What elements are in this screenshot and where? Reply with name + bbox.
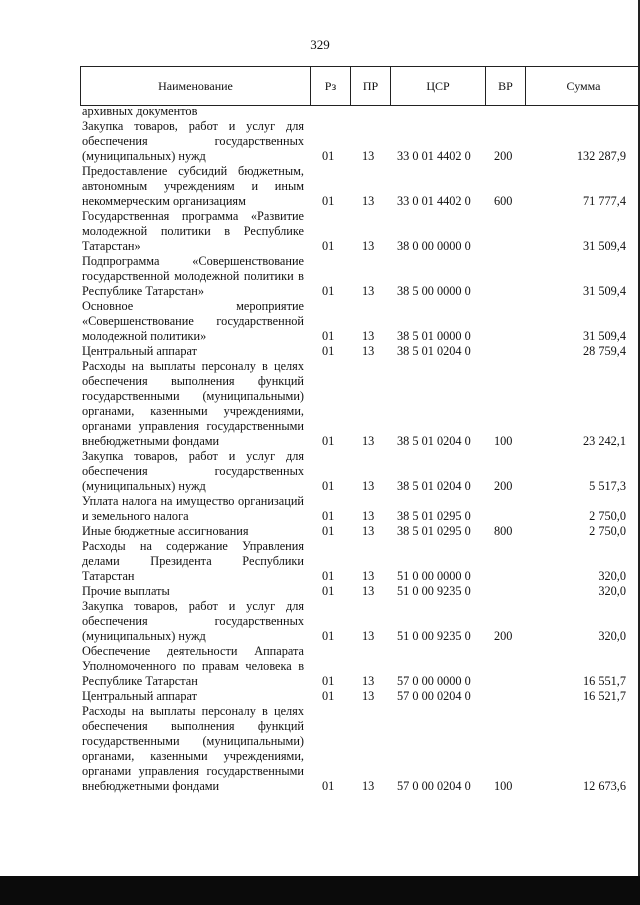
header-vr: ВР (486, 67, 526, 105)
table-row (82, 104, 640, 119)
cell-name: Прочие выплаты (82, 584, 170, 598)
cell-vr: 100 (494, 434, 513, 448)
cell-sum: 132 287,9 (576, 149, 626, 163)
cell-name: Уплата налога на имущество организаций и земельного налога (82, 494, 304, 523)
cell-name: Закупка товаров, работ и услуг для обеспечения государственных (муниципальных) нужд (82, 119, 304, 163)
cell-vr: 200 (494, 479, 513, 493)
cell-csr: 38 5 01 0204 0 (397, 344, 471, 358)
cell-pr: 13 (362, 194, 375, 208)
cell-sum: 28 759,4 (582, 344, 626, 358)
table-row (82, 164, 640, 209)
cell-sum: 31 509,4 (582, 329, 626, 343)
cell-rz: 01 (322, 239, 335, 253)
cell-pr: 13 (362, 509, 375, 523)
header-pr: ПР (351, 67, 391, 105)
header-rz: Рз (311, 67, 351, 105)
cell-sum: 12 673,6 (582, 779, 626, 793)
cell-sum: 31 509,4 (582, 239, 626, 253)
cell-csr: 38 5 01 0295 0 (397, 509, 471, 523)
table-row (82, 344, 640, 359)
cell-csr: 38 5 00 0000 0 (397, 284, 471, 298)
cell-sum: 5 517,3 (589, 479, 626, 493)
cell-name: Основное мероприятие «Совершенствование государственной молодежной политики» (82, 299, 304, 343)
cell-pr: 13 (362, 479, 375, 493)
cell-csr: 38 5 01 0000 0 (397, 329, 471, 343)
table-row (82, 449, 640, 494)
cell-rz: 01 (322, 584, 335, 598)
cell-csr: 33 0 01 4402 0 (397, 149, 471, 163)
scan-border (0, 876, 640, 905)
cell-csr: 51 0 00 0000 0 (397, 569, 471, 583)
header-csr: ЦСР (391, 67, 486, 105)
table-row (82, 599, 640, 644)
cell-pr: 13 (362, 674, 375, 688)
header-name: Наименование (81, 67, 311, 105)
cell-pr: 13 (362, 584, 375, 598)
cell-rz: 01 (322, 194, 335, 208)
cell-csr: 38 0 00 0000 0 (397, 239, 471, 253)
cell-name: Иные бюджетные ассигнования (82, 524, 249, 538)
cell-pr: 13 (362, 149, 375, 163)
table-row (82, 539, 640, 584)
table-row (82, 704, 640, 794)
cell-csr: 38 5 01 0204 0 (397, 434, 471, 448)
cell-rz: 01 (322, 629, 335, 643)
cell-pr: 13 (362, 569, 375, 583)
cell-name: Центральный аппарат (82, 344, 197, 358)
cell-sum: 16 551,7 (582, 674, 626, 688)
cell-sum: 320,0 (598, 584, 626, 598)
table-row (82, 524, 640, 539)
cell-pr: 13 (362, 239, 375, 253)
cell-csr: 33 0 01 4402 0 (397, 194, 471, 208)
cell-csr: 51 0 00 9235 0 (397, 584, 471, 598)
cell-csr: 57 0 00 0000 0 (397, 674, 471, 688)
cell-vr: 600 (494, 194, 513, 208)
cell-pr: 13 (362, 689, 375, 703)
table-body (82, 104, 640, 794)
table-row (82, 689, 640, 704)
cell-name: архивных документов (82, 104, 198, 118)
cell-vr: 800 (494, 524, 513, 538)
cell-name: Расходы на выплаты персоналу в целях обеспечения выполнения функций государственными (муниципальными) органами, казенными учреждениями, органами управления государственными внебюджетными фондами (82, 704, 304, 793)
cell-vr: 100 (494, 779, 513, 793)
cell-sum: 320,0 (598, 629, 626, 643)
page-number: 329 (310, 37, 330, 52)
table-row (82, 494, 640, 524)
cell-sum: 16 521,7 (582, 689, 626, 703)
table-row (82, 299, 640, 344)
cell-name: Закупка товаров, работ и услуг для обеспечения государственных (муниципальных) нужд (82, 449, 304, 493)
table-row (82, 209, 640, 254)
cell-sum: 2 750,0 (589, 524, 626, 538)
cell-pr: 13 (362, 344, 375, 358)
table-header (80, 66, 640, 106)
table-row (82, 359, 640, 449)
cell-name: Расходы на содержание Управления делами Президента Республики Татарстан (82, 539, 304, 583)
cell-pr: 13 (362, 434, 375, 448)
cell-pr: 13 (362, 329, 375, 343)
header-sum: Сумма (566, 78, 601, 93)
cell-rz: 01 (322, 149, 335, 163)
cell-rz: 01 (322, 524, 335, 538)
cell-pr: 13 (362, 629, 375, 643)
cell-vr: 200 (494, 149, 513, 163)
cell-pr: 13 (362, 779, 375, 793)
cell-name: Обеспечение деятельности Аппарата Уполномоченного по правам человека в Республике Татарстан (82, 644, 304, 688)
table-row (82, 584, 640, 599)
cell-name: Центральный аппарат (82, 689, 197, 703)
cell-sum: 2 750,0 (589, 509, 626, 523)
cell-rz: 01 (322, 434, 335, 448)
cell-rz: 01 (322, 509, 335, 523)
cell-rz: 01 (322, 344, 335, 358)
cell-rz: 01 (322, 479, 335, 493)
cell-sum: 23 242,1 (582, 434, 626, 448)
cell-csr: 57 0 00 0204 0 (397, 779, 471, 793)
cell-rz: 01 (322, 674, 335, 688)
cell-name: Расходы на выплаты персоналу в целях обеспечения выполнения функций государственными (муниципальными) органами, казенными учреждениями, органами управления государственными внебюджетными фондами (82, 359, 304, 448)
cell-name: Государственная программа «Развитие молодежной политики в Республике Татарстан» (82, 209, 304, 253)
cell-csr: 38 5 01 0204 0 (397, 479, 471, 493)
table-row (82, 254, 640, 299)
cell-name: Закупка товаров, работ и услуг для обеспечения государственных (муниципальных) нужд (82, 599, 304, 643)
cell-csr: 38 5 01 0295 0 (397, 524, 471, 538)
cell-rz: 01 (322, 689, 335, 703)
cell-sum: 71 777,4 (582, 194, 626, 208)
cell-rz: 01 (322, 284, 335, 298)
table-row (82, 644, 640, 689)
table-row (82, 119, 640, 164)
cell-vr: 200 (494, 629, 513, 643)
cell-sum: 320,0 (598, 569, 626, 583)
cell-rz: 01 (322, 569, 335, 583)
cell-sum: 31 509,4 (582, 284, 626, 298)
cell-pr: 13 (362, 284, 375, 298)
cell-pr: 13 (362, 524, 375, 538)
cell-name: Подпрограмма «Совершенствование государственной молодежной политики в Республике Татарстан» (82, 254, 304, 298)
cell-rz: 01 (322, 779, 335, 793)
cell-name: Предоставление субсидий бюджетным, автономным учреждениям и иным некоммерческим организациям (82, 164, 304, 208)
cell-rz: 01 (322, 329, 335, 343)
cell-csr: 51 0 00 9235 0 (397, 629, 471, 643)
cell-csr: 57 0 00 0204 0 (397, 689, 471, 703)
